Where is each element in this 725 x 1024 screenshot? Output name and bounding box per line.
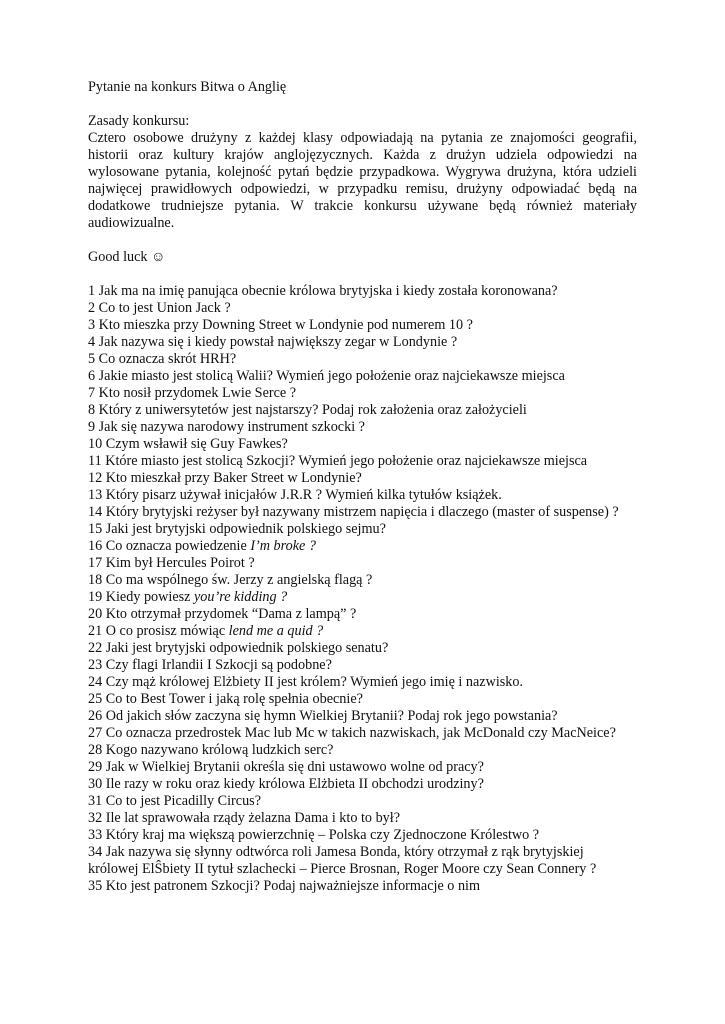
- question-item: [88, 878, 637, 895]
- question-item: [88, 572, 637, 589]
- question-text: 18 Co ma wspólnego św. Jerzy z angielską flagą ?: [88, 572, 373, 588]
- document-title: Pytanie na konkurs Bitwa o Anglię: [88, 79, 287, 95]
- question-item: [88, 436, 637, 453]
- question-text: 34 Jak nazywa się słynny odtwórca roli Jamesa Bonda, który otrzymał z rąk brytyjskiej królowej ElŜbiety II tytuł szlachecki – Pierce Brosnan, Roger Moore czy Sean Connery ?: [88, 844, 597, 877]
- question-text: 31 Co to jest Picadilly Circus?: [88, 793, 261, 809]
- question-text: 21 O co prosisz mówiąc: [88, 623, 229, 639]
- question-item: [88, 453, 637, 470]
- question-item: [88, 555, 637, 572]
- question-text: 29 Jak w Wielkiej Brytanii określa się dni ustawowo wolne od pracy?: [88, 759, 484, 775]
- question-item: [88, 725, 637, 742]
- question-item: [88, 691, 637, 708]
- question-italic-phrase: I’m broke ?: [250, 538, 316, 554]
- question-text: 3 Kto mieszka przy Downing Street w Londynie pod numerem 10 ?: [88, 317, 473, 333]
- question-text: 26 Od jakich słów zaczyna się hymn Wielkiej Brytanii? Podaj rok jego powstania?: [88, 708, 558, 724]
- question-item: [88, 827, 637, 844]
- question-item: [88, 810, 637, 827]
- question-item: [88, 759, 637, 776]
- question-text: 8 Który z uniwersytetów jest najstarszy? Podaj rok założenia oraz założycieli: [88, 402, 527, 418]
- question-text: 13 Który pisarz używał inicjałów J.R.R ? Wymień kilka tytułów książek.: [88, 487, 502, 503]
- question-item: [88, 623, 637, 640]
- question-text: 4 Jak nazywa się i kiedy powstał największy zegar w Londynie ?: [88, 334, 458, 350]
- question-item: [88, 538, 637, 555]
- question-item: [88, 419, 637, 436]
- question-text: 10 Czym wsławił się Guy Fawkes?: [88, 436, 288, 452]
- question-item: [88, 351, 637, 368]
- question-item: [88, 657, 637, 674]
- question-item: [88, 589, 637, 606]
- question-text: 22 Jaki jest brytyjski odpowiednik polskiego senatu?: [88, 640, 389, 656]
- question-text: 27 Co oznacza przedrostek Mac lub Mc w takich nazwiskach, jak McDonald czy MacNeice?: [88, 725, 616, 741]
- question-text: 6 Jakie miasto jest stolicą Walii? Wymień jego położenie oraz najciekawsze miejsca: [88, 368, 565, 384]
- question-item: [88, 742, 637, 759]
- question-text: 23 Czy flagi Irlandii I Szkocji są podobne?: [88, 657, 332, 673]
- question-text: 20 Kto otrzymał przydomek “Dama z lampą” ?: [88, 606, 357, 622]
- question-italic-phrase: you’re kidding ?: [194, 589, 288, 605]
- question-item: [88, 300, 637, 317]
- question-text: 16 Co oznacza powiedzenie: [88, 538, 251, 554]
- question-item: [88, 521, 637, 538]
- question-text: 25 Co to Best Tower i jaką rolę spełnia obecnie?: [88, 691, 363, 707]
- question-text: 12 Kto mieszkał przy Baker Street w Londynie?: [88, 470, 362, 486]
- question-text: 19 Kiedy powiesz: [88, 589, 194, 605]
- question-item: [88, 793, 637, 810]
- question-item: [88, 317, 637, 334]
- question-text: 35 Kto jest patronem Szkocji? Podaj najważniejsze informacje o nim: [88, 878, 481, 894]
- question-text: 24 Czy mąż królowej Elżbiety II jest królem? Wymień jego imię i nazwisko.: [88, 674, 524, 690]
- question-text: 14 Który brytyjski reżyser był nazywany mistrzem napięcia i dlaczego (master of suspense) ?: [88, 504, 619, 520]
- question-text: 9 Jak się nazywa narodowy instrument szkocki ?: [88, 419, 365, 435]
- question-italic-phrase: lend me a quid ?: [228, 623, 324, 639]
- question-item: [88, 470, 637, 487]
- question-item: [88, 606, 637, 623]
- question-item: [88, 283, 637, 300]
- question-item: [88, 402, 637, 419]
- question-text: 28 Kogo nazywano królową ludzkich serc?: [88, 742, 334, 758]
- question-item: [88, 368, 637, 385]
- question-item: [88, 844, 637, 878]
- question-text: 5 Co oznacza skrót HRH?: [88, 351, 237, 367]
- question-text: 1 Jak ma na imię panująca obecnie królowa brytyjska i kiedy została koronowana?: [88, 283, 558, 299]
- question-item: [88, 674, 637, 691]
- question-text: 7 Kto nosił przydomek Lwie Serce ?: [88, 385, 297, 401]
- rules-heading: Zasady konkursu:: [88, 113, 190, 129]
- rules-body: Cztero osobowe drużyny z każdej klasy odpowiadają na pytania ze znajomości geografii, historii oraz kultury krajów anglojęzycznych. Każda z drużyn udziela odpowiedzi na wylosowane pytania, kolejność pytań będzie przypadkowa. Wygrywa drużyna, która udzieli najwięcej prawidłowych odpowiedzi, w przypadku remisu, drużyny odpowiadać będą na dodatkowe trudniejsze pytania. W trakcie konkursu używane będą również materiały audiowizualne.: [88, 130, 637, 231]
- question-text: 30 Ile razy w roku oraz kiedy królowa Elżbieta II obchodzi urodziny?: [88, 776, 484, 792]
- question-item: [88, 640, 637, 657]
- question-item: [88, 504, 637, 521]
- question-item: [88, 334, 637, 351]
- question-text: 32 Ile lat sprawowała rządy żelazna Dama i kto to był?: [88, 810, 400, 826]
- question-item: [88, 708, 637, 725]
- question-item: [88, 776, 637, 793]
- question-text: 33 Który kraj ma większą powierzchnię – Polska czy Zjednoczone Królestwo ?: [88, 827, 540, 843]
- good-luck-line: Good luck ☺: [88, 249, 166, 265]
- question-item: [88, 385, 637, 402]
- question-text: 15 Jaki jest brytyjski odpowiednik polskiego sejmu?: [88, 521, 386, 537]
- question-text: 11 Które miasto jest stolicą Szkocji? Wymień jego położenie oraz najciekawsze miejsca: [88, 453, 588, 469]
- question-item: [88, 487, 637, 504]
- question-list: [88, 283, 637, 895]
- question-text: 17 Kim był Hercules Poirot ?: [88, 555, 255, 571]
- question-text: 2 Co to jest Union Jack ?: [88, 300, 231, 316]
